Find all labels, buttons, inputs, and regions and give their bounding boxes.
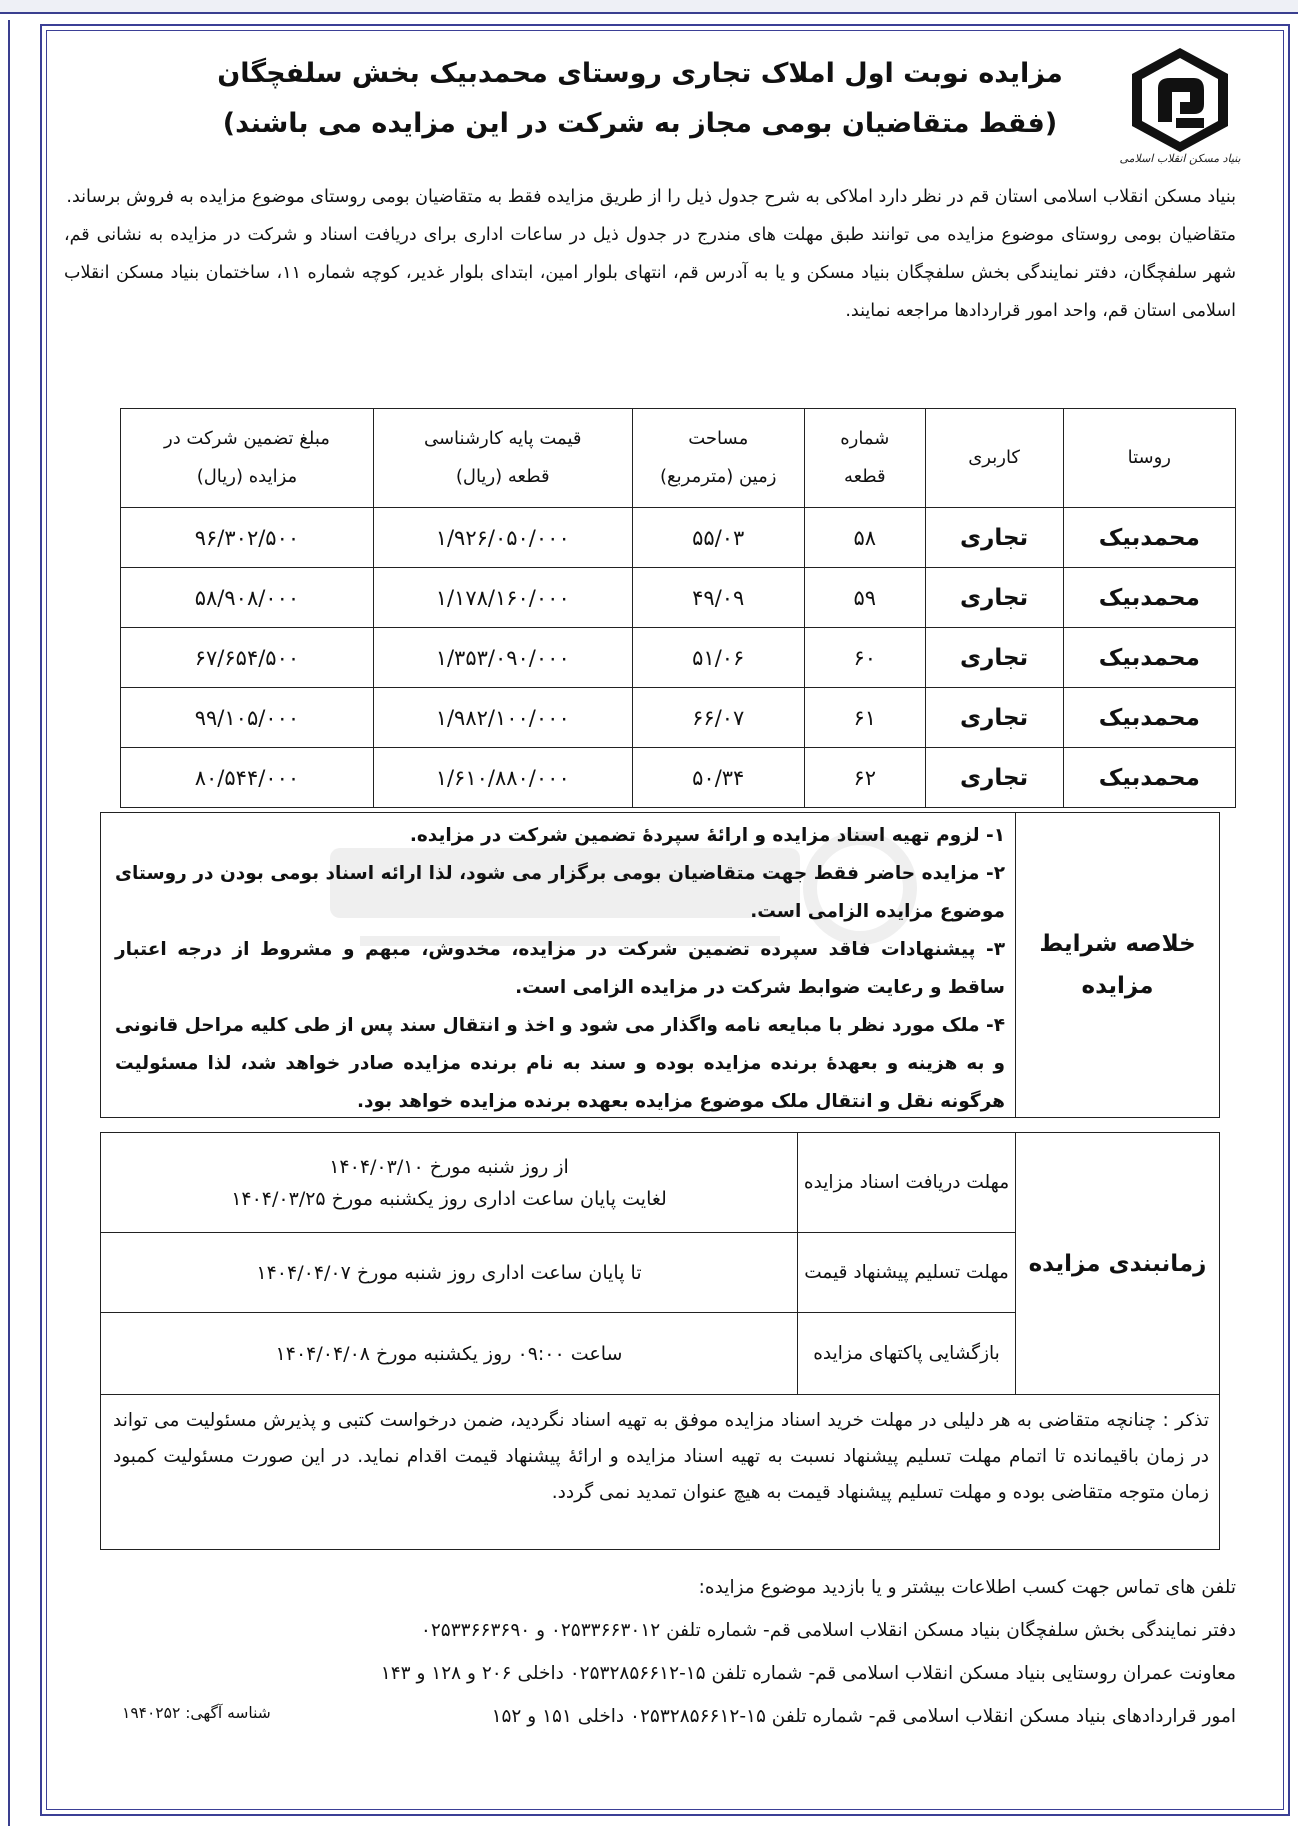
contact-line: معاونت عمران روستایی بنیاد مسکن انقلاب اسلامی قم- شماره تلفن ۱۵-۰۲۵۳۲۸۵۶۶۱۲ داخلی ۲۰۶ و ۱۲۸ و ۱۴۳ (380, 1663, 1236, 1684)
cell-plot: ۶۱ (804, 688, 925, 748)
cell-guarantee: ۸۰/۵۴۴/۰۰۰ (121, 748, 374, 808)
conditions-box (100, 812, 1220, 1118)
cell-usage: تجاری (925, 688, 1063, 748)
schedule-box (100, 1132, 1220, 1550)
condition-item: ۱- لزوم تهیه اسناد مزایده و ارائهٔ سپردهٔ تضمین شرکت در مزایده. (409, 825, 1005, 846)
cell-price: ۱/۹۲۶/۰۵۰/۰۰۰ (373, 508, 632, 568)
condition-item: ۲- مزایده حاضر فقط جهت متقاضیان بومی برگزار می شود، لذا ارائه اسناد بومی بودن در روستای موضوع مزایده الزامی است. (115, 863, 1005, 922)
header-village: روستا (1063, 409, 1235, 508)
cell-village: محمدبیک (1063, 568, 1235, 628)
cell-usage: تجاری (925, 508, 1063, 568)
left-rule (8, 20, 10, 1826)
table-header-row (121, 409, 1236, 508)
conditions-list (115, 817, 1005, 1121)
cell-village: محمدبیک (1063, 688, 1235, 748)
cell-usage: تجاری (925, 568, 1063, 628)
table-row (121, 568, 1236, 628)
contacts-intro: تلفن های تماس جهت کسب اطلاعات بیشتر و یا بازدید موضوع مزایده: (698, 1577, 1236, 1598)
schedule-heading: زمانبندی مزایده (1015, 1133, 1219, 1395)
cell-area: ۵۱/۰۶ (632, 628, 804, 688)
top-strip (0, 0, 1298, 14)
cell-village: محمدبیک (1063, 508, 1235, 568)
cell-area: ۵۵/۰۳ (632, 508, 804, 568)
ad-id: شناسه آگهی: ۱۹۴۰۲۵۲ (122, 1704, 271, 1722)
cell-guarantee: ۵۸/۹۰۸/۰۰۰ (121, 568, 374, 628)
cell-price: ۱/۳۵۳/۰۹۰/۰۰۰ (373, 628, 632, 688)
header-area: مساحت زمین (مترمربع) (632, 409, 804, 508)
schedule-label: مهلت تسلیم پیشنهاد قیمت (797, 1233, 1015, 1312)
header-guarantee: مبلغ تضمین شرکت در مزایده (ریال) (121, 409, 374, 508)
schedule-label: بازگشایی پاکتهای مزایده (797, 1313, 1015, 1394)
contact-line: امور قراردادهای بنیاد مسکن انقلاب اسلامی قم- شماره تلفن ۱۵-۰۲۵۳۲۸۵۶۶۱۲ داخلی ۱۵۱ و ۱۵۲ (491, 1706, 1236, 1727)
cell-guarantee: ۶۷/۶۵۴/۵۰۰ (121, 628, 374, 688)
contact-line: دفتر نمایندگی بخش سلفچگان بنیاد مسکن انقلاب اسلامی قم- شماره تلفن ۰۲۵۳۳۶۶۳۰۱۲ و ۰۲۵۳۳۶۶۳۶۹۰ (420, 1620, 1236, 1641)
properties-table (120, 408, 1236, 808)
header-plot-number: شماره قطعه (804, 409, 925, 508)
condition-item: ۴- ملک مورد نظر با مبایعه نامه واگذار می شود و اخذ و انتقال سند پس از طی کلیه مراحل قانونی و به هزینه و بعهدهٔ برنده مزایده بوده و سند به نام برنده مزایده صادر خواهد شد، لذا مسئولیت هرگونه نقل و انتقال ملک موضوع مزایده بعهده برنده مزایده خواهد بود. (115, 1015, 1005, 1112)
condition-item: ۳- پیشنهادات فاقد سپرده تضمین شرکت در مزایده، مخدوش، مبهم و مشروط از درجه اعتبار ساقط و رعایت ضوابط شرکت در مزایده الزامی است. (115, 939, 1005, 998)
cell-price: ۱/۶۱۰/۸۸۰/۰۰۰ (373, 748, 632, 808)
cell-plot: ۵۹ (804, 568, 925, 628)
logo-caption: بنیاد مسکن انقلاب اسلامی (1119, 152, 1241, 165)
cell-usage: تجاری (925, 628, 1063, 688)
cell-guarantee: ۹۶/۳۰۲/۵۰۰ (121, 508, 374, 568)
cell-village: محمدبیک (1063, 628, 1235, 688)
table-row (121, 628, 1236, 688)
schedule-value: ساعت ۰۹:۰۰ روز یکشنبه مورخ ۱۴۰۴/۰۴/۰۸ (275, 1342, 623, 1365)
header-base-price: قیمت پایه کارشناسی قطعه (ریال) (373, 409, 632, 508)
cell-guarantee: ۹۹/۱۰۵/۰۰۰ (121, 688, 374, 748)
schedule-row (101, 1133, 1015, 1233)
cell-plot: ۶۰ (804, 628, 925, 688)
schedule-value: تا پایان ساعت اداری روز شنبه مورخ ۱۴۰۴/۰۴/۰۷ (256, 1261, 642, 1284)
conditions-heading: خلاصه شرایط مزایده (1015, 813, 1219, 1117)
header-usage: کاربری (925, 409, 1063, 508)
cell-village: محمدبیک (1063, 748, 1235, 808)
schedule-row (101, 1313, 1219, 1395)
table-row (121, 508, 1236, 568)
table-row (121, 748, 1236, 808)
cell-area: ۴۹/۰۹ (632, 568, 804, 628)
page-title: مزایده نوبت اول املاک تجاری روستای محمدبیک بخش سلفچگان (217, 58, 1063, 89)
page-subtitle: (فقط متقاضیان بومی مجاز به شرکت در این مزایده می باشند) (222, 108, 1058, 139)
intro-paragraph-2: متقاضیان بومی روستای موضوع مزایده می توانند طبق مهلت های مندرج در جدول ذیل در ساعات اداری برای دریافت اسناد و شرکت در مزایده به نشانی قم، شهر سلفچگان، دفتر نمایندگی بخش سلفچگان بنیاد مسکن و یا به آدرس قم، انتهای بلوار امین، ابتدای بلوار غدیر، کوچه شماره ۱۱، ساختمان بنیاد مسکن انقلاب اسلامی استان قم، واحد امور قراردادها مراجعه نمایند. (64, 225, 1236, 321)
schedule-label: مهلت دریافت اسناد مزایده (797, 1133, 1015, 1232)
schedule-note: تذکر : چنانچه متقاضی به هر دلیلی در مهلت خرید اسناد مزایده موفق به تهیه اسناد نگردید، ضمن درخواست کتبی و پذیرش مسئولیت می تواند در زمان باقیمانده تا اتمام مهلت تسلیم پیشنهاد نسبت به تهیه اسناد مزایده و ارائهٔ پیشنهاد قیمت اقدام نماید. در این صورت مسئولیت کمبود زمان متوجه متقاضی بوده و مهلت تسلیم پیشنهاد قیمت به هیچ عنوان تمدید نمی گردد. (113, 1410, 1209, 1503)
cell-plot: ۶۲ (804, 748, 925, 808)
cell-usage: تجاری (925, 748, 1063, 808)
schedule-value: از روز شنبه مورخ ۱۴۰۴/۰۳/۱۰ لغایت پایان ساعت اداری روز یکشنبه مورخ ۱۴۰۴/۰۳/۲۵ (231, 1155, 667, 1210)
cell-area: ۶۶/۰۷ (632, 688, 804, 748)
cell-price: ۱/۱۷۸/۱۶۰/۰۰۰ (373, 568, 632, 628)
cell-plot: ۵۸ (804, 508, 925, 568)
cell-price: ۱/۹۸۲/۱۰۰/۰۰۰ (373, 688, 632, 748)
intro-text (64, 178, 1236, 330)
intro-paragraph-1: بنیاد مسکن انقلاب اسلامی استان قم در نظر دارد املاکی به شرح جدول ذیل را از طریق مزایده فقط به متقاضیان بومی روستای موضوع مزایده به فروش برساند. (66, 187, 1236, 207)
table-row (121, 688, 1236, 748)
cell-area: ۵۰/۳۴ (632, 748, 804, 808)
schedule-row (101, 1233, 1015, 1313)
